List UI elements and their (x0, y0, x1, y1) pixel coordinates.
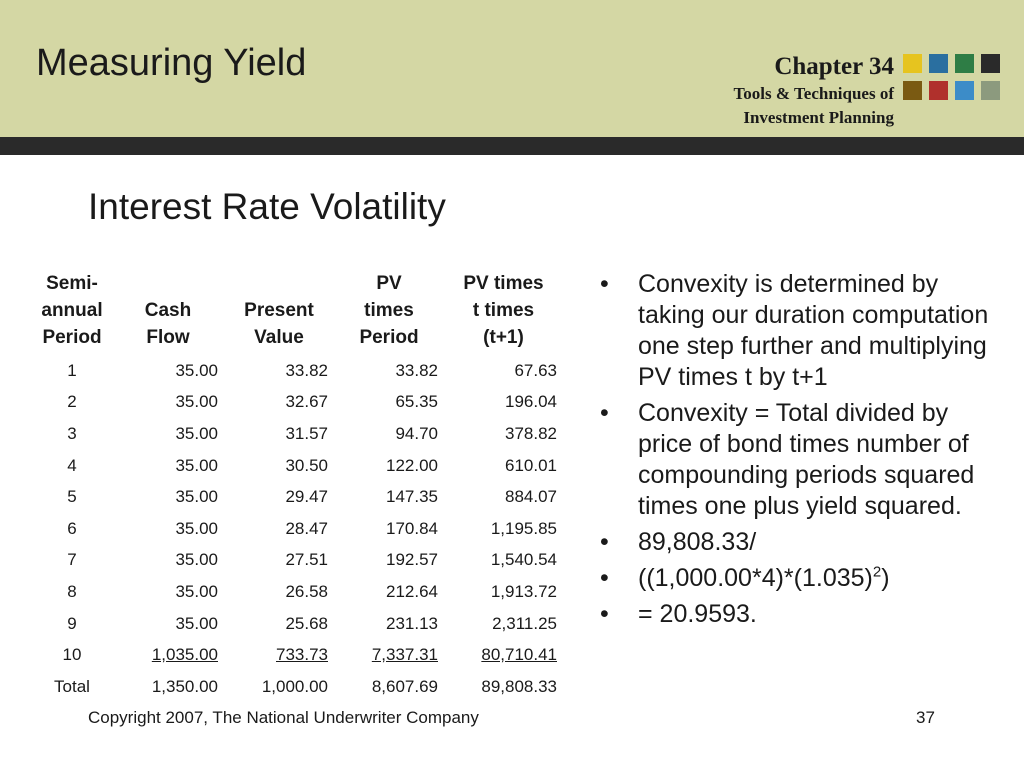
color-square (981, 81, 1000, 100)
table-cell: 378.82 (505, 423, 557, 443)
table-cell: 10 (62, 645, 82, 665)
table-cell: 147.35 (386, 487, 438, 507)
slide-subtitle: Interest Rate Volatility (88, 186, 446, 227)
table-cell: 35.00 (175, 581, 218, 601)
table-cell: 35.00 (175, 423, 218, 443)
table-cell: 8 (67, 581, 77, 601)
header-period: Semi- annual Period (41, 273, 103, 348)
table-cell: 170.84 (386, 518, 438, 538)
table-cell: 884.07 (505, 487, 557, 507)
chapter-block (734, 52, 894, 130)
book-title-line1: Tools & Techniques of (733, 84, 894, 103)
table-cell: 67.63 (514, 360, 557, 380)
table-cell: 1,540.54 (490, 550, 557, 570)
table-cell: 3 (67, 423, 77, 443)
table-cell: 6 (67, 518, 77, 538)
table-cell: 4 (67, 455, 77, 475)
color-square (955, 81, 974, 100)
slide-title: Measuring Yield (36, 42, 307, 84)
table-cell: 8,607.69 (371, 676, 438, 696)
table-cell: 122.00 (386, 455, 438, 475)
table-cell: 7 (67, 550, 77, 570)
bullet-glyph: • (600, 399, 609, 427)
header-cash-flow: Cash Flow (144, 300, 192, 348)
table-cell: 94.70 (395, 423, 438, 443)
table-row (32, 481, 563, 513)
bullet-glyph: • (600, 564, 609, 592)
book-title-line2: Investment Planning (743, 108, 894, 127)
table-cell: 5 (67, 487, 77, 507)
table-cell: 35.00 (175, 392, 218, 412)
table-cell: 32.67 (285, 392, 328, 412)
table-cell: 1,000.00 (261, 676, 328, 696)
table-row (32, 387, 563, 419)
table-cell: 65.35 (395, 392, 438, 412)
copyright-footer: Copyright 2007, The National Underwriter Company (88, 708, 479, 727)
table-row (32, 608, 563, 640)
table-cell: 231.13 (386, 613, 438, 633)
table-cell: 35.00 (175, 550, 218, 570)
table-cell: 35.00 (175, 487, 218, 507)
table-cell: 27.51 (285, 550, 328, 570)
table-cell: 1,350.00 (151, 676, 218, 696)
color-squares-logo (903, 54, 1007, 102)
table-header-row (32, 270, 563, 355)
table-cell: 1 (67, 360, 77, 380)
convexity-table (32, 270, 563, 703)
color-square (903, 54, 922, 73)
exponent: 2 (872, 563, 882, 581)
table-cell: 212.64 (386, 581, 438, 601)
color-square (955, 54, 974, 73)
bullet-glyph: • (600, 270, 609, 298)
table-row (32, 513, 563, 545)
table-cell: 2 (67, 392, 77, 412)
table-row (32, 418, 563, 450)
table-cell: 26.58 (285, 581, 328, 601)
table-cell: 7,337.31 (371, 645, 438, 665)
table-cell: 30.50 (285, 455, 328, 475)
table-cell: 9 (67, 613, 77, 633)
chapter-label: Chapter 34 (774, 53, 894, 80)
header-pv-times-t-times-t1: PV times t times (t+1) (463, 273, 544, 348)
bullet-item: • Convexity is determined by taking our duration computation one step further and multiplying PV times t by t+1 (600, 270, 989, 391)
bullet-item: • = 20.9593. (600, 600, 757, 628)
table-cell: 31.57 (285, 423, 328, 443)
table-cell: 733.73 (276, 645, 328, 665)
color-square (981, 54, 1000, 73)
color-square (929, 81, 948, 100)
bullet-list (600, 269, 1000, 635)
table-cell: 2,311.25 (492, 613, 557, 633)
table-cell: 35.00 (175, 360, 218, 380)
table-row (32, 450, 563, 482)
color-square (929, 54, 948, 73)
table-total-row (32, 671, 563, 703)
bullet-item: • $((1,000.00*4)*(1.035)^2)$ (600, 563, 890, 592)
table-cell: 33.82 (285, 360, 328, 380)
table-cell: 80,710.41 (481, 645, 557, 665)
table-cell: 29.47 (285, 487, 328, 507)
table-row (32, 355, 563, 387)
header-divider (0, 137, 1024, 155)
table-cell: 25.68 (285, 613, 328, 633)
table-cell: 35.00 (175, 518, 218, 538)
page-number: 37 (916, 708, 935, 727)
table-cell: Total (54, 676, 90, 696)
table-row (32, 576, 563, 608)
bullet-item: • Convexity = Total divided by price of bond times number of compounding periods squared times one plus yield squared. (600, 399, 975, 520)
table-cell: 1,195.85 (490, 518, 557, 538)
table-cell: 33.82 (395, 360, 438, 380)
bullet-item: • 89,808.33/ (600, 528, 757, 556)
table-cell: 35.00 (175, 613, 218, 633)
table-row (32, 545, 563, 577)
color-square (903, 81, 922, 100)
bullet-glyph: • (600, 528, 609, 556)
table-cell: 89,808.33 (481, 676, 557, 696)
table-row (32, 639, 563, 671)
table-cell: 35.00 (175, 455, 218, 475)
table-cell: 1,913.72 (490, 581, 557, 601)
bullet-glyph: • (600, 600, 609, 628)
table-cell: 196.04 (505, 392, 557, 412)
header-pv-times-period: PV times Period (359, 273, 419, 348)
table-cell: 28.47 (285, 518, 328, 538)
table-cell: 610.01 (505, 455, 557, 475)
table-cell: 1,035.00 (151, 645, 218, 665)
header-present-value: Present Value (244, 300, 314, 348)
table-cell: 192.57 (386, 550, 438, 570)
